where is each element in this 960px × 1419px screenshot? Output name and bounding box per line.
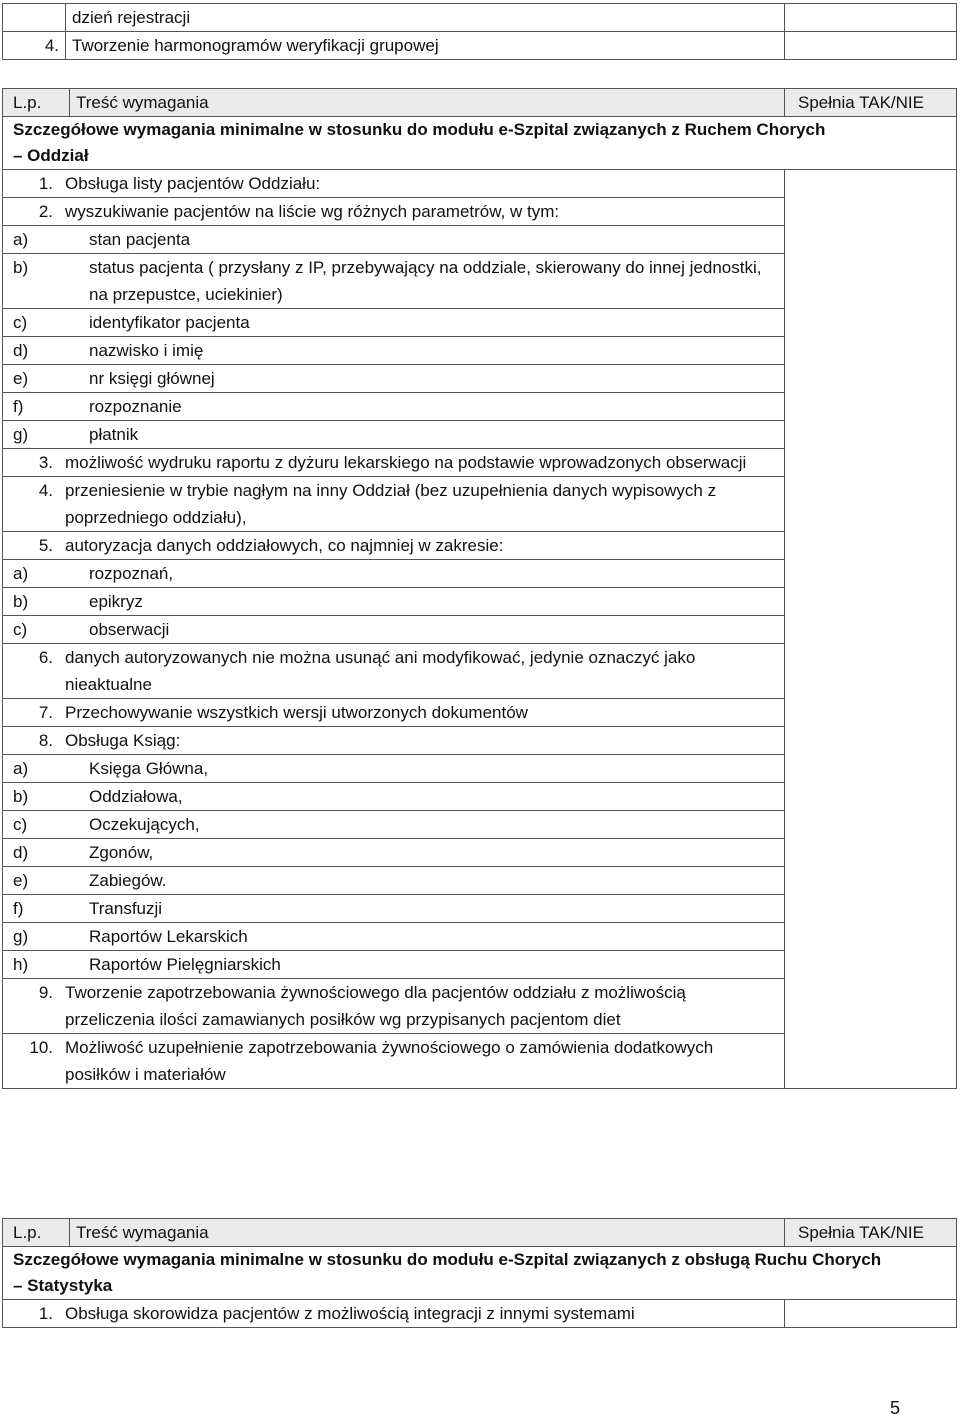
list-item — [3, 448, 784, 476]
row-text: dzień rejestracji — [66, 4, 785, 32]
item-text: identyfikator pacjenta — [89, 313, 250, 332]
item-number: 9. — [38, 983, 53, 1002]
item-text: rozpoznań, — [89, 564, 174, 583]
page-number: 5 — [890, 1398, 901, 1418]
item-text: Oczekujących, — [89, 815, 200, 834]
table-row — [3, 32, 957, 60]
list-item — [3, 978, 784, 1033]
item-list — [3, 170, 784, 1088]
requirements-table-oddzial — [2, 88, 957, 1089]
item-letter: d) — [13, 341, 29, 360]
item-number: 5. — [38, 536, 53, 555]
item-letter: h) — [13, 955, 29, 974]
items-row — [3, 170, 957, 1089]
header-content: Treść wymagania — [70, 1219, 785, 1247]
list-item — [3, 420, 784, 448]
item-number: 4. — [38, 481, 53, 500]
item-text: Raportów Lekarskich — [89, 927, 248, 946]
list-item — [3, 894, 784, 922]
list-item — [3, 643, 784, 698]
list-item — [3, 1033, 784, 1088]
list-item — [3, 392, 784, 420]
items-cell — [3, 170, 785, 1089]
spelnia-cell — [785, 1300, 957, 1328]
item-text: Obsługa Ksiąg: — [65, 731, 181, 750]
item-text: rozpoznanie — [89, 397, 182, 416]
section-title: Szczegółowe wymagania minimalne w stosunku do modułu e-Szpital związanych z Ruchem Chorych – Oddział — [3, 117, 957, 170]
item-number: 3. — [38, 453, 53, 472]
items-row — [3, 1300, 957, 1328]
list-item — [3, 810, 784, 838]
items-cell — [3, 1300, 785, 1328]
item-number: 6. — [38, 648, 53, 667]
list-item — [3, 364, 784, 392]
list-item — [3, 615, 784, 643]
list-item — [3, 866, 784, 894]
requirements-table-statystyka — [2, 1218, 957, 1328]
item-letter: a) — [13, 564, 29, 583]
item-text: Przechowywanie wszystkich wersji utworzonych dokumentów — [65, 703, 528, 722]
list-item — [3, 170, 784, 197]
item-text: wyszukiwanie pacjentów na liście wg różnych parametrów, w tym: — [65, 202, 560, 221]
item-text: Transfuzji — [89, 899, 163, 918]
item-text: Księga Główna, — [89, 759, 209, 778]
item-letter: g) — [13, 425, 29, 444]
item-text: danych autoryzowanych nie można usunąć ani modyfikować, jedynie oznaczyć jako nieaktualne — [65, 648, 696, 694]
spelnia-cell — [785, 4, 957, 32]
spelnia-cell — [785, 32, 957, 60]
item-text: autoryzacja danych oddziałowych, co najmniej w zakresie: — [65, 536, 504, 555]
item-letter: b) — [13, 787, 29, 806]
item-text: obserwacji — [89, 620, 170, 639]
header-lp: L.p. — [3, 1219, 70, 1247]
item-number: 7. — [38, 703, 53, 722]
item-list — [3, 1300, 784, 1327]
item-text: Zabiegów. — [89, 871, 167, 890]
item-letter: f) — [13, 397, 24, 416]
item-number: 10. — [29, 1038, 53, 1057]
row-number — [3, 4, 66, 32]
item-letter: b) — [13, 258, 29, 277]
item-letter: c) — [13, 313, 28, 332]
item-number: 8. — [38, 731, 53, 750]
list-item — [3, 253, 784, 308]
section-row — [3, 117, 957, 170]
item-text: możliwość wydruku raportu z dyżuru lekarskiego na podstawie wprowadzonych obserwacji — [65, 453, 747, 472]
list-item — [3, 922, 784, 950]
item-text: Możliwość uzupełnienie zapotrzebowania żywnościowego o zamówienia dodatkowych posiłków i materiałów — [65, 1038, 714, 1084]
item-number: 1. — [38, 1304, 53, 1323]
list-item — [3, 197, 784, 225]
item-letter: a) — [13, 230, 29, 249]
table-header-row — [3, 89, 957, 117]
list-item — [3, 531, 784, 559]
spelnia-cell — [785, 170, 957, 1089]
list-item — [3, 336, 784, 364]
list-item — [3, 838, 784, 866]
item-number: 1. — [38, 174, 53, 193]
list-item — [3, 698, 784, 726]
list-item — [3, 1300, 784, 1327]
row-number: 4. — [3, 32, 66, 60]
header-spelnia: Spełnia TAK/NIE — [785, 1219, 957, 1247]
item-text: Obsługa skorowidza pacjentów z możliwością integracji z innymi systemami — [65, 1304, 635, 1323]
item-text: Oddziałowa, — [89, 787, 183, 806]
item-text: Obsługa listy pacjentów Oddziału: — [65, 174, 321, 193]
item-letter: d) — [13, 843, 29, 862]
item-letter: b) — [13, 592, 29, 611]
header-lp: L.p. — [3, 89, 70, 117]
list-item — [3, 726, 784, 754]
item-text: epikryz — [89, 592, 143, 611]
item-text: Raportów Pielęgniarskich — [89, 955, 281, 974]
list-item — [3, 587, 784, 615]
item-text: status pacjenta ( przysłany z IP, przebywający na oddziale, skierowany do innej jednostki, na przepustce, uciekinier) — [89, 258, 762, 304]
section-row — [3, 1247, 957, 1300]
row-text: Tworzenie harmonogramów weryfikacji grupowej — [66, 32, 785, 60]
header-content: Treść wymagania — [70, 89, 785, 117]
list-item — [3, 308, 784, 336]
item-number: 2. — [38, 202, 53, 221]
item-text: Zgonów, — [89, 843, 154, 862]
item-letter: c) — [13, 815, 28, 834]
top-fragment-table — [2, 3, 957, 60]
list-item — [3, 754, 784, 782]
item-text: stan pacjenta — [89, 230, 191, 249]
item-text: przeniesienie w trybie nagłym na inny Oddział (bez uzupełnienia danych wypisowych z poprzedniego oddziału), — [65, 481, 717, 527]
header-spelnia: Spełnia TAK/NIE — [785, 89, 957, 117]
list-item — [3, 782, 784, 810]
list-item — [3, 559, 784, 587]
item-letter: g) — [13, 927, 29, 946]
item-text: Tworzenie zapotrzebowania żywnościowego dla pacjentów oddziału z możliwością przeliczenia ilości zamawianych posiłków wg przypisanych pacjentom diet — [65, 983, 686, 1029]
item-text: nazwisko i imię — [89, 341, 204, 360]
section-title: Szczegółowe wymagania minimalne w stosunku do modułu e-Szpital związanych z obsługą Ruchu Chorych – Statystyka — [3, 1247, 957, 1300]
list-item — [3, 225, 784, 253]
table-row — [3, 4, 957, 32]
list-item — [3, 476, 784, 531]
table-header-row — [3, 1219, 957, 1247]
item-text: nr księgi głównej — [89, 369, 215, 388]
item-letter: f) — [13, 899, 24, 918]
item-text: płatnik — [89, 425, 139, 444]
item-letter: a) — [13, 759, 29, 778]
item-letter: c) — [13, 620, 28, 639]
item-letter: e) — [13, 369, 29, 388]
item-letter: e) — [13, 871, 29, 890]
list-item — [3, 950, 784, 978]
